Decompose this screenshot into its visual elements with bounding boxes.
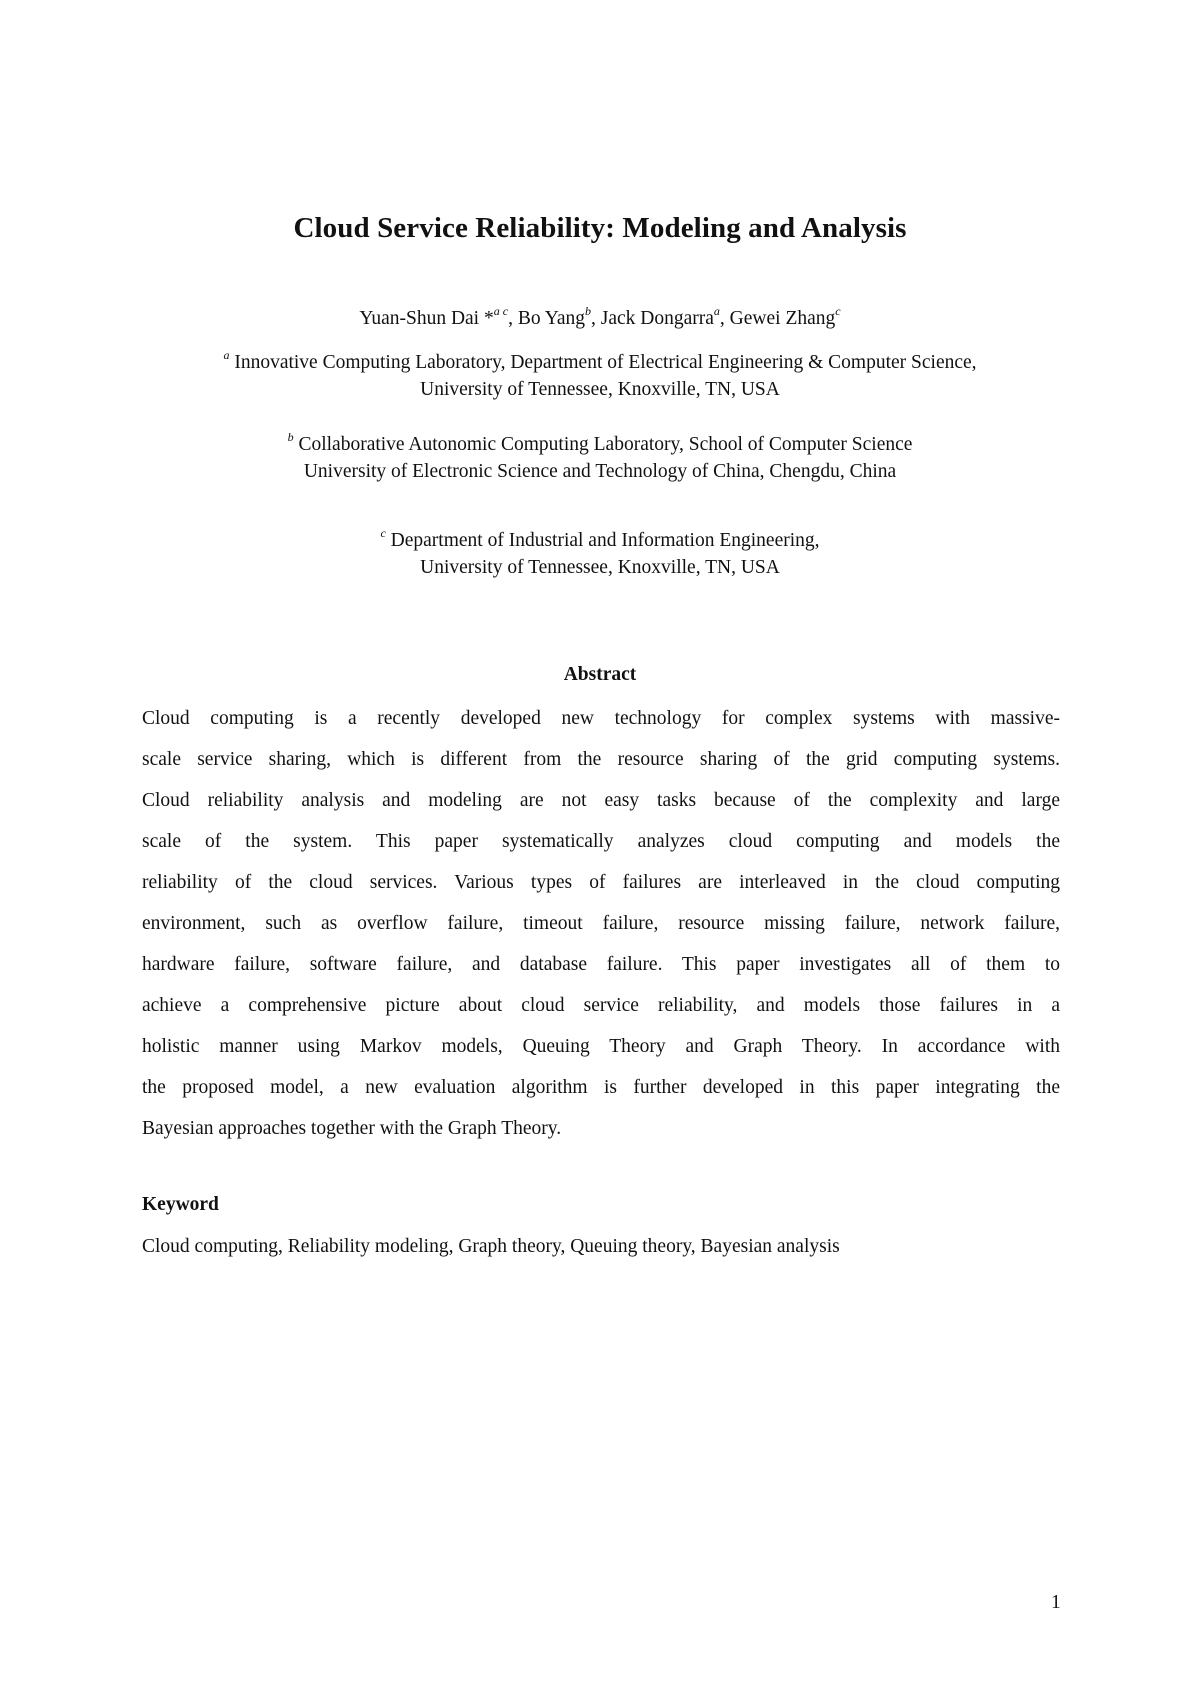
affiliation-text: Innovative Computing Laboratory, Department of Electrical Engineering & Computer Science, (234, 352, 977, 373)
affiliation-c (0, 527, 1200, 581)
abstract-line: Cloud computing is a recently developed new technology for complex systems with massive- (142, 708, 1060, 729)
paper-title: Cloud Service Reliability: Modeling and Analysis (293, 212, 907, 244)
author-name: Jack Dongarra (600, 308, 714, 329)
affiliation-line: University of Tennessee, Knoxville, TN, USA (420, 557, 780, 578)
affiliation-line: University of Electronic Science and Technology of China, Chengdu, China (303, 461, 897, 482)
author-separator: , (719, 308, 730, 329)
affiliation-line (0, 527, 1200, 554)
author-affiliation-mark: a c (493, 304, 509, 318)
author-separator: , (508, 308, 518, 329)
author-separator: , (591, 308, 601, 329)
affiliation-mark: b (287, 430, 294, 444)
page-number: 1 (1051, 1592, 1061, 1613)
abstract-line: environment, such as overflow failure, timeout failure, resource missing failure, network failure, (142, 913, 1060, 934)
author-name: Bo Yang (517, 308, 586, 329)
abstract-line: holistic manner using Markov models, Queuing Theory and Graph Theory. In accordance with (142, 1036, 1060, 1057)
affiliation-mark: a (223, 348, 230, 362)
abstract-line: achieve a comprehensive picture about cloud service reliability, and models those failures in a (142, 995, 1060, 1016)
author-affiliation-mark: c (835, 304, 841, 318)
abstract-body (142, 698, 1060, 1149)
affiliation-line: University of Tennessee, Knoxville, TN, USA (420, 379, 780, 400)
abstract-heading: Abstract (563, 664, 637, 685)
affiliation-mark: c (380, 526, 386, 540)
abstract-line: Bayesian approaches together with the Graph Theory. (142, 1118, 562, 1139)
author-affiliation-mark: b (585, 304, 592, 318)
abstract-line: the proposed model, a new evaluation algorithm is further developed in this paper integrating the (142, 1077, 1060, 1098)
author-name: Gewei Zhang (729, 308, 836, 329)
author-list (0, 304, 1200, 330)
abstract-line: hardware failure, software failure, and database failure. This paper investigates all of them to (142, 954, 1060, 975)
abstract-line: scale service sharing, which is different from the resource sharing of the grid computing systems. (142, 749, 1060, 770)
affiliation-text: Department of Industrial and Information Engineering, (390, 530, 820, 551)
affiliation-text: Collaborative Autonomic Computing Laboratory, School of Computer Science (298, 434, 913, 455)
abstract-line: scale of the system. This paper systematically analyzes cloud computing and models the (142, 831, 1060, 852)
abstract-line: Cloud reliability analysis and modeling are not easy tasks because of the complexity and large (142, 790, 1060, 811)
author-affiliation-mark: a (713, 304, 720, 318)
keyword-heading: Keyword (142, 1194, 219, 1215)
affiliation-b (0, 431, 1200, 485)
affiliation-a (0, 349, 1200, 403)
keyword-list: Cloud computing, Reliability modeling, Graph theory, Queuing theory, Bayesian analysis (142, 1236, 840, 1257)
affiliation-line (0, 349, 1200, 376)
abstract-line: reliability of the cloud services. Various types of failures are interleaved in the cloud computing (142, 872, 1060, 893)
author-name: Yuan-Shun Dai * (359, 308, 494, 329)
affiliation-line (0, 431, 1200, 458)
